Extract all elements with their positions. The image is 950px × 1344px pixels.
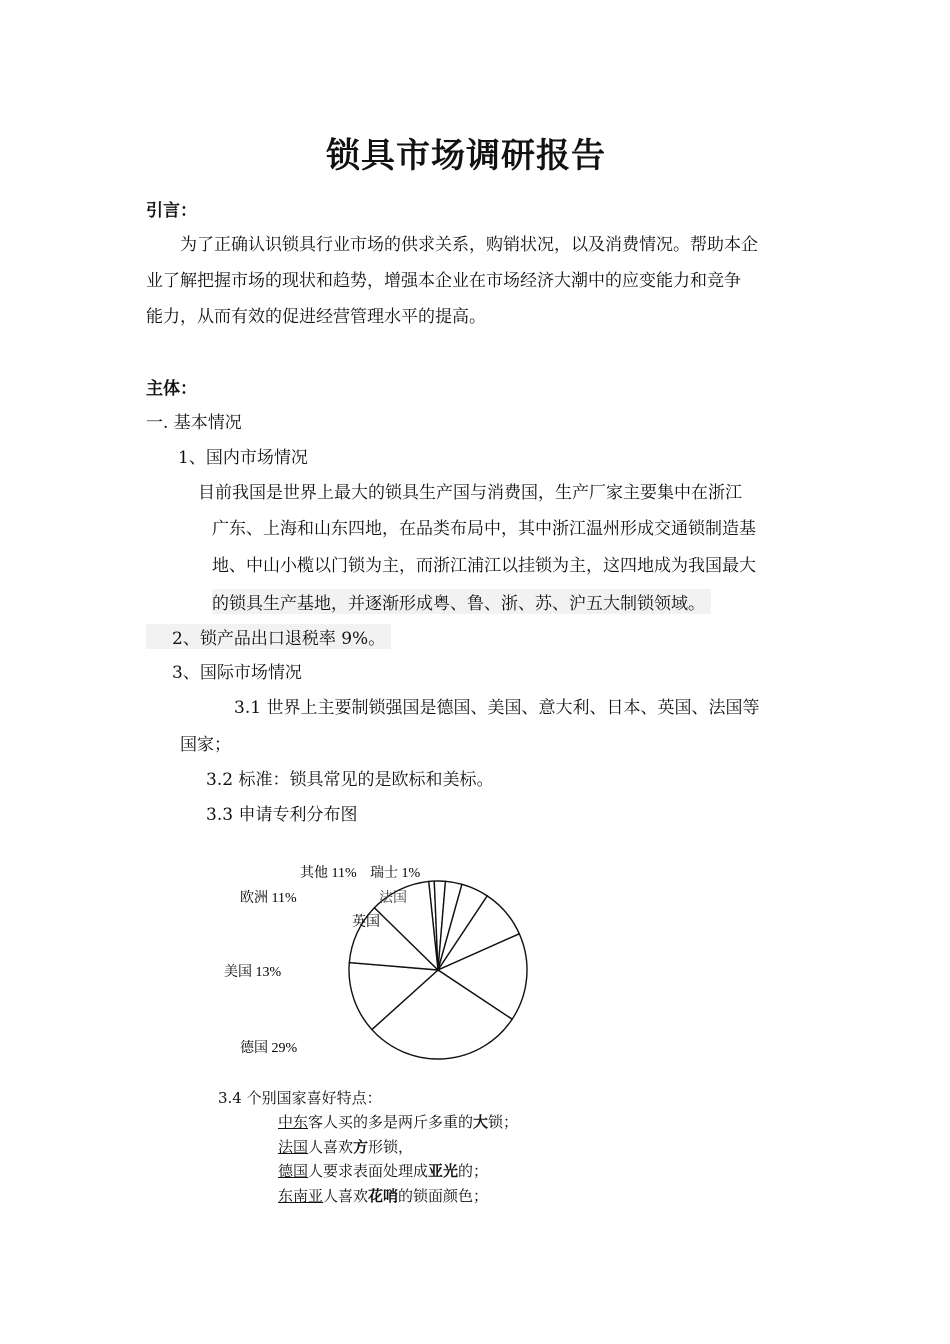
pref-southeast-asia	[278, 1185, 488, 1206]
pref-france	[278, 1136, 413, 1157]
domestic-line-4: 的锁具生产基地，并逐渐形成粤、鲁、浙、苏、沪五大制锁领域。	[212, 589, 711, 614]
pref-bold: 花哨	[368, 1187, 399, 1205]
pref-country: 东南亚	[278, 1187, 324, 1205]
pref-text-end: 锁；	[488, 1113, 519, 1131]
body-heading: 主体：	[146, 379, 197, 399]
pref-text: 人要求表面处理成	[308, 1162, 429, 1180]
pref-country: 法国	[278, 1138, 309, 1156]
intro-line-1: 为了正确认识锁具行业市场的供求关系，购销状况，以及消费情况。帮助本企	[180, 235, 758, 255]
pref-text: 客人买的多是两斤多重的	[308, 1113, 474, 1131]
para-3-1-line-2: 国家；	[180, 735, 231, 755]
para-3-1-line-1: 3.1 世界上主要制锁强国是德国、美国、意大利、日本、英国、法国等	[234, 698, 760, 718]
sub-international: 3、国际市场情况	[172, 663, 302, 683]
sub-export-rebate: 2、锁产品出口退税率 9%。	[146, 624, 391, 649]
label-uk: 英国	[352, 915, 380, 930]
pref-bold: 方	[353, 1138, 369, 1156]
pref-bold: 亚光	[428, 1162, 459, 1180]
para-3-4: 3.4 个别国家喜好特点：	[218, 1089, 382, 1107]
label-other: 其他 11%	[300, 866, 357, 881]
para-3-2: 3.2 标准：锁具常见的是欧标和美标。	[206, 770, 494, 790]
intro-heading: 引言：	[146, 201, 197, 221]
pref-text-end: 的锁面颜色；	[398, 1187, 489, 1205]
label-germany: 德国 29%	[240, 1041, 298, 1056]
para-3-3: 3.3 申请专利分布图	[206, 805, 358, 825]
pref-germany	[278, 1160, 488, 1181]
pref-text: 人喜欢	[308, 1138, 354, 1156]
pref-bold: 大	[473, 1113, 489, 1131]
pref-text-end: 形锁，	[368, 1138, 414, 1156]
sub-domestic: 1、国内市场情况	[178, 448, 308, 468]
label-swiss: 瑞士 1%	[370, 866, 421, 881]
label-france: 法国	[379, 891, 407, 906]
pref-country: 中东	[278, 1113, 309, 1131]
intro-line-2: 业了解把握市场的现状和趋势，增强本企业在市场经济大潮中的应变能力和竞争	[146, 271, 741, 291]
page-title: 锁具市场调研报告	[326, 136, 606, 176]
label-usa: 美国 13%	[224, 965, 282, 980]
pref-text-end: 的；	[458, 1162, 489, 1180]
pref-middle-east	[278, 1111, 518, 1132]
domestic-line-3: 地、中山小榄以门锁为主，而浙江浦江以挂锁为主，这四地成为我国最大	[212, 556, 756, 576]
pref-text: 人喜欢	[323, 1187, 369, 1205]
label-europe: 欧洲 11%	[240, 891, 297, 906]
intro-line-3: 能力，从而有效的促进经营管理水平的提高。	[146, 307, 486, 327]
domestic-line-1: 目前我国是世界上最大的锁具生产国与消费国，生产厂家主要集中在浙江	[198, 483, 742, 503]
pref-country: 德国	[278, 1162, 309, 1180]
section-basic: 一. 基本情况	[146, 413, 242, 433]
domestic-line-2: 广东、上海和山东四地，在品类布局中，其中浙江温州形成交通锁制造基	[212, 519, 756, 539]
